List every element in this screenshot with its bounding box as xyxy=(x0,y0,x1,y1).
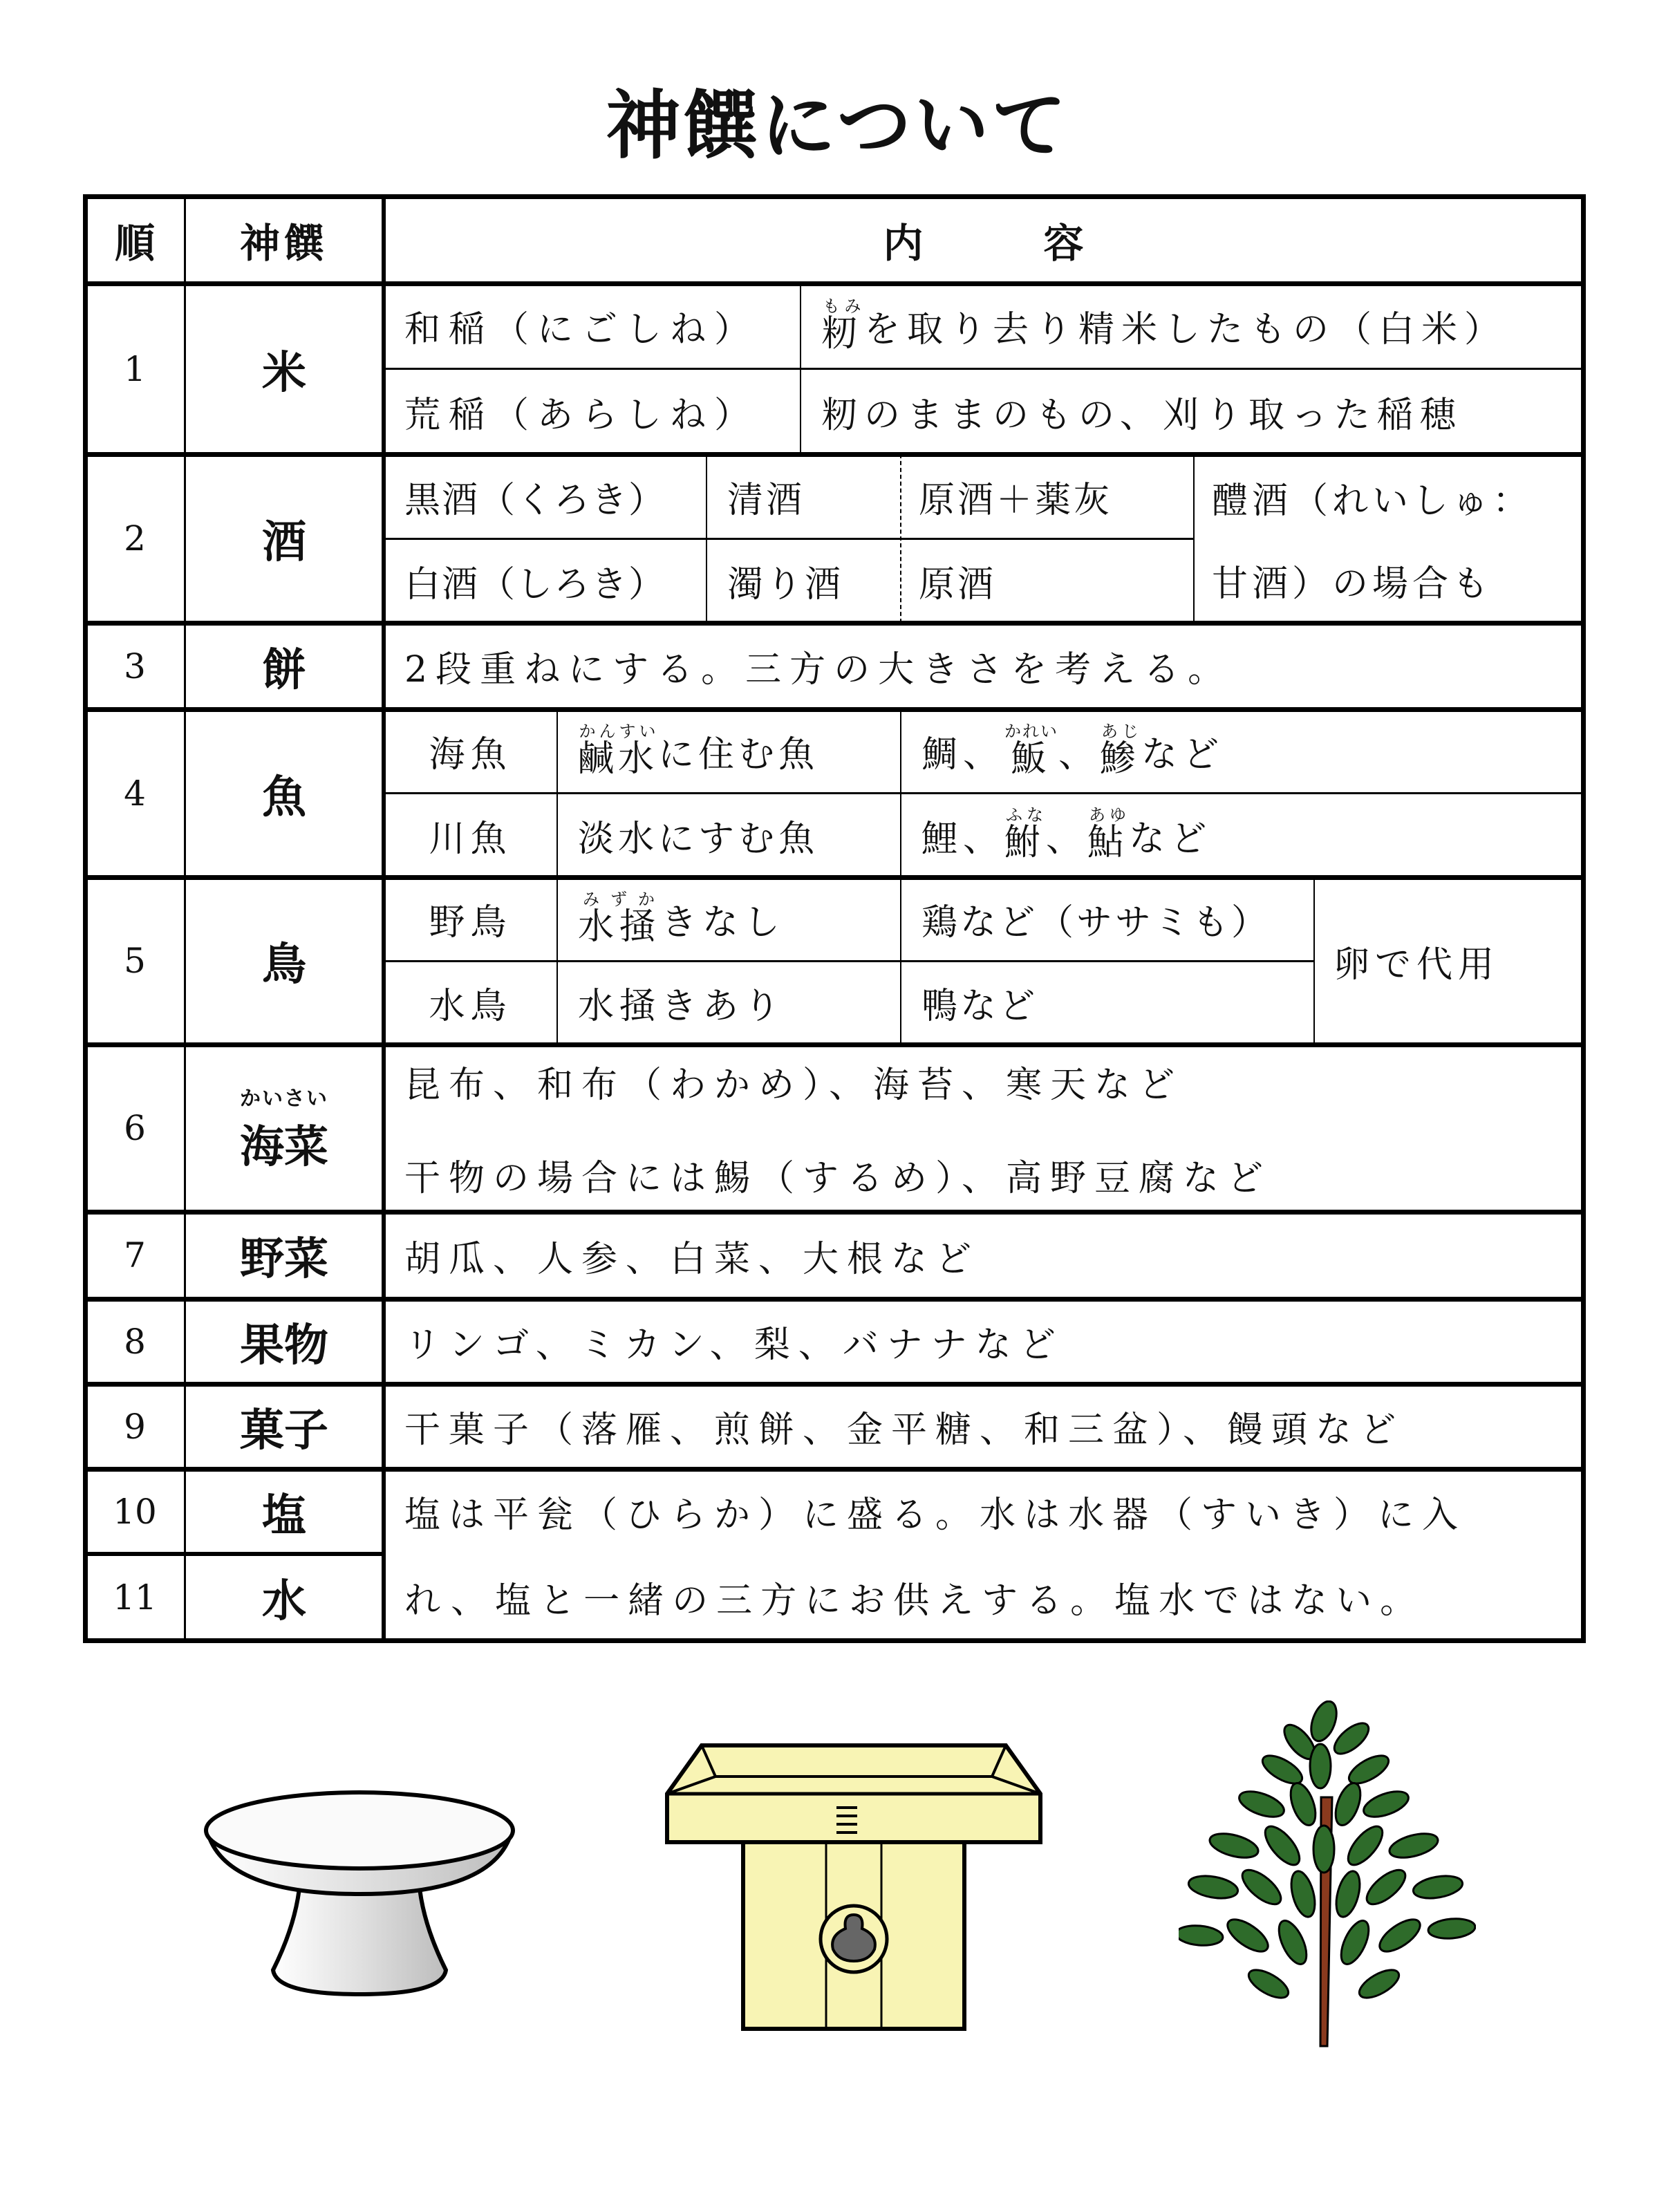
row-number: 1 xyxy=(124,348,146,389)
content-text: 胡瓜、人参、白菜、大根など xyxy=(404,1238,980,1280)
fish-examples: 鯛、 魬かれい 、 鯵あじ など xyxy=(921,721,1225,780)
offering-dish-illustration xyxy=(197,1783,522,2012)
row-number: 10 xyxy=(113,1491,157,1532)
row-number: 5 xyxy=(124,941,146,981)
header-order: 順 xyxy=(114,219,155,267)
row-number: 11 xyxy=(113,1577,157,1618)
row-number: 8 xyxy=(124,1321,146,1362)
shinsen-name: 魚 xyxy=(262,771,306,823)
sakaki-branch-illustration xyxy=(1179,1700,1476,2053)
shinsen-name: 野菜 xyxy=(240,1234,328,1285)
fish-kind: 海魚 xyxy=(429,734,512,776)
bird-kind: 水鳥 xyxy=(429,986,512,1027)
shinsen-name: 菓子 xyxy=(240,1405,328,1456)
sake-cell: 原酒 xyxy=(919,563,997,606)
bird-examples: 鴨など xyxy=(921,986,1038,1027)
sake-note: 甘酒）の場合も xyxy=(1212,563,1493,605)
row-number: 6 xyxy=(124,1108,146,1148)
sanbou-stand-illustration xyxy=(660,1738,1047,2036)
shinsen-name: 塩 xyxy=(262,1490,306,1541)
content-text: リンゴ、ミカン、梨、バナナなど xyxy=(404,1324,1064,1366)
bird-feature: 水掻みずか きなし xyxy=(578,889,786,948)
bird-examples: 鶏など（ササミも） xyxy=(921,902,1271,944)
shinsen-name: 米 xyxy=(262,347,306,399)
sake-cell: 清酒 xyxy=(727,479,805,521)
shinsen-name: かいさい 海菜 xyxy=(185,1044,384,1212)
header-name: 神饌 xyxy=(239,219,328,267)
rice-desc: 籾もみ を取り去り精米したもの（白米） xyxy=(821,296,1508,355)
content-text: 昆布、和布（わかめ）、海苔、寒天など 干物の場合には鯣（するめ）、高野豆腐など xyxy=(404,1065,1272,1199)
page-title: 神饌について xyxy=(606,83,1069,169)
fish-kind: 川魚 xyxy=(429,818,512,860)
sake-cell: 濁り酒 xyxy=(727,563,844,606)
row-number: 9 xyxy=(124,1406,146,1447)
bird-note: 卵で代用 xyxy=(1334,944,1500,986)
content-text: 2段重ねにする。三方の大きさを考える。 xyxy=(404,649,1233,691)
shinsen-name: 餅 xyxy=(262,644,306,696)
name-ruby: かいさい xyxy=(240,1087,328,1111)
content-text: 塩は平瓮（ひらか）に盛る。水は水器（すいき）に入 xyxy=(404,1494,1467,1536)
bird-kind: 野鳥 xyxy=(429,902,512,944)
shinsen-name: 酒 xyxy=(262,517,306,568)
content-text: 干菓子（落雁、煎餅、金平糖、和三盆）、饅頭など xyxy=(404,1409,1405,1451)
row-number: 2 xyxy=(124,518,146,559)
rice-term: 和稲（にごしね） xyxy=(404,309,759,350)
row-number: 3 xyxy=(124,646,146,686)
shinsen-name: 果物 xyxy=(240,1320,328,1371)
sake-cell: 黒酒（くろき） xyxy=(404,479,666,521)
row-number: 4 xyxy=(124,773,146,814)
bird-feature: 水掻きあり xyxy=(578,986,786,1027)
header-content: 内 容 xyxy=(883,219,1084,267)
sake-cell: 原酒＋薬灰 xyxy=(919,479,1113,521)
shinsen-name: 鳥 xyxy=(262,939,306,991)
fish-habitat: 鹹水かんすい に住む魚 xyxy=(578,721,819,780)
sake-cell: 白酒（しろき） xyxy=(404,563,666,606)
sake-note: 醴酒（れいしゅ： xyxy=(1212,480,1533,522)
rice-term: 荒稲（あらしね） xyxy=(404,394,759,436)
shinsen-name: 水 xyxy=(262,1575,306,1627)
row-number: 7 xyxy=(124,1235,146,1275)
fish-habitat: 淡水にすむ魚 xyxy=(578,818,819,860)
content-text: れ、塩と一緒の三方にお供えする。塩水ではない。 xyxy=(404,1580,1425,1622)
fish-examples: 鯉、 鮒ふな 、 鮎あゆ など xyxy=(921,805,1213,863)
rice-desc: 籾のままのもの、刈り取った稲穂 xyxy=(821,394,1463,436)
